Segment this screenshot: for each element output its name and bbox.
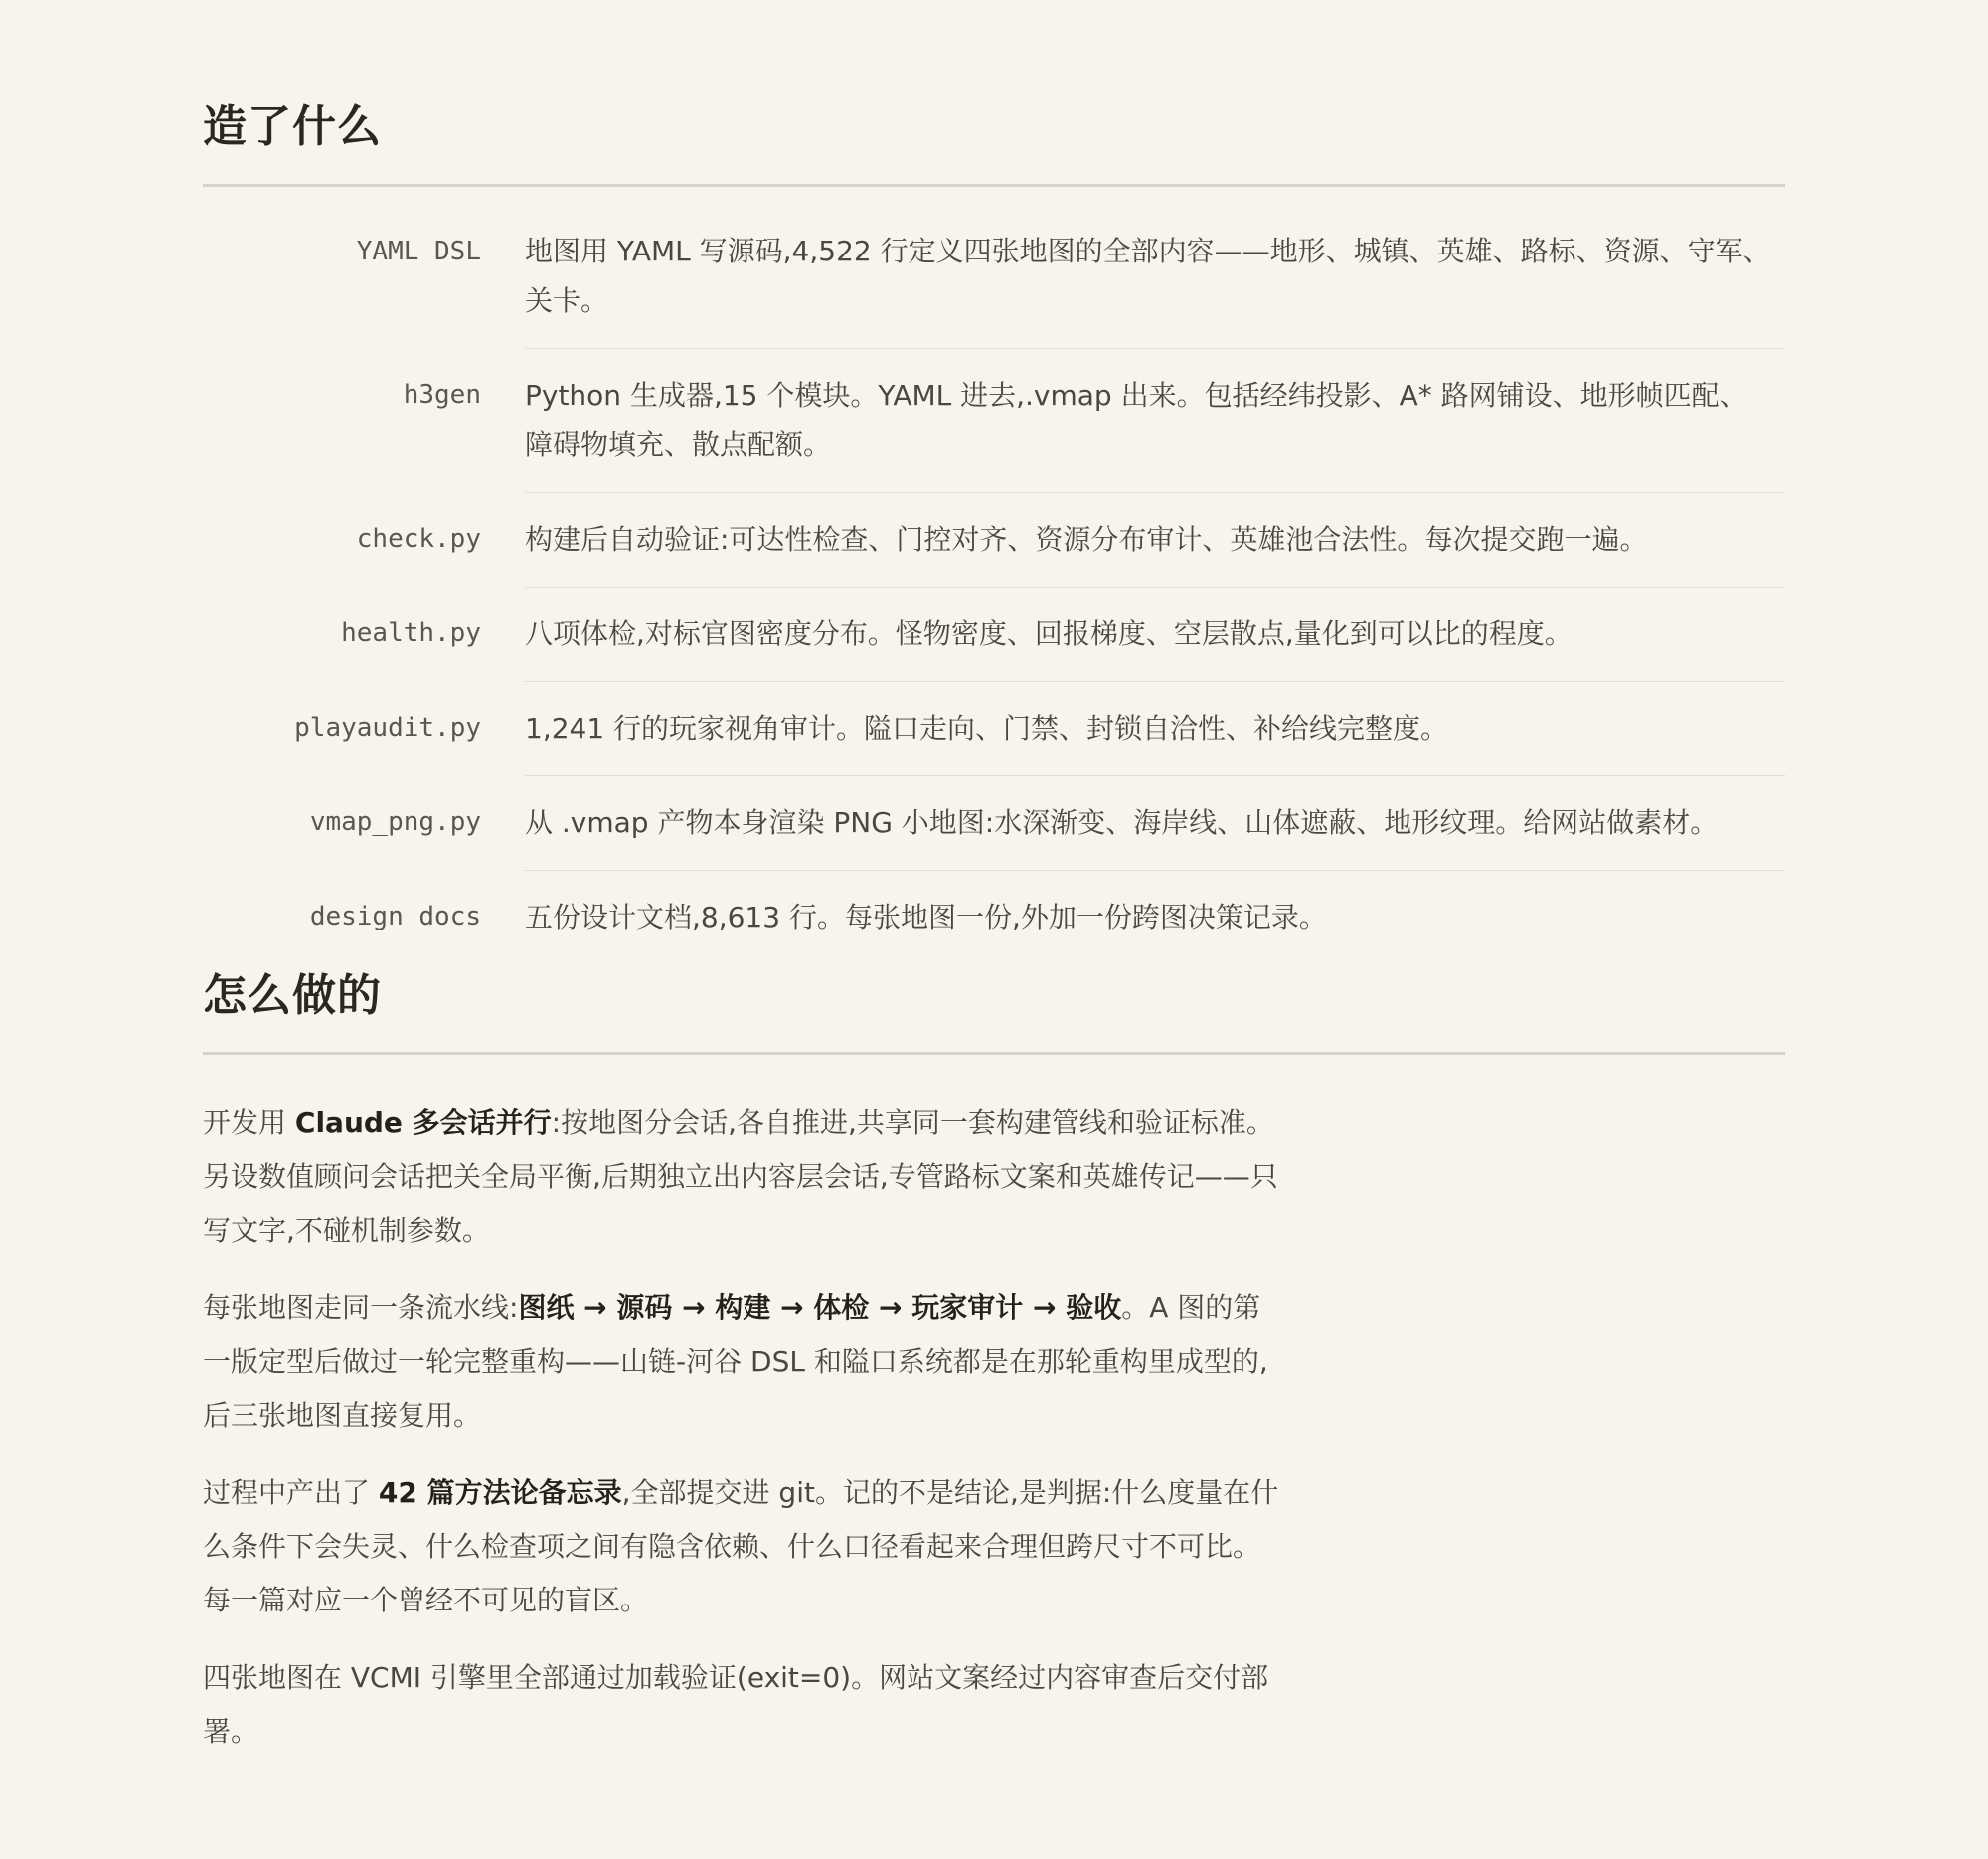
emphasis-text: 42 篇方法论备忘录 [378,1476,622,1509]
tool-row-health-py [203,587,1785,681]
paragraph-text: 。A 图的第一版定型后做过一轮完整重构——山链-河谷 DSL 和隘口系统都是在那轮重构里成型的,后三张地图直接复用。 [203,1291,1268,1432]
tool-name: check.py [356,524,481,554]
tool-name: playaudit.py [294,713,481,743]
paragraph-memos [203,1466,1286,1627]
tool-description: 五份设计文档,8,613 行。每张地图一份,外加一份跨图决策记录。 [525,901,1327,933]
tool-row-yaml-dsl [203,205,1785,348]
section-title-built: 造了什么 [203,101,382,152]
tool-description: 八项体检,对标官图密度分布。怪物密度、回报梯度、空层散点,量化到可以比的程度。 [525,617,1573,650]
tool-description: 从 .vmap 产物本身渲染 PNG 小地图:水深渐变、海岸线、山体遮蔽、地形纹理。给网站做素材。 [525,806,1719,839]
tool-name: vmap_png.py [309,807,481,837]
tool-row-check-py [203,492,1785,587]
tool-description: 构建后自动验证:可达性检查、门控对齐、资源分布审计、英雄池合法性。每次提交跑一遍。 [525,523,1648,556]
tool-description: Python 生成器,15 个模块。YAML 进去,.vmap 出来。包括经纬投影、A* 路网铺设、地形帧匹配、障碍物填充、散点配额。 [525,379,1747,461]
paragraph-text: :按地图分会话,各自推进,共享同一套构建管线和验证标准。另设数值顾问会话把关全局平衡,后期独立出内容层会话,专管路标文案和英雄传记——只写文字,不碰机制参数。 [203,1106,1278,1247]
paragraph-text: ,全部提交进 git。记的不是结论,是判据:什么度量在什么条件下会失灵、什么检查项之间有隐含依赖、什么口径看起来合理但跨尺寸不可比。每一篇对应一个曾经不可见的盲区。 [203,1476,1279,1616]
paragraph-text: 每张地图走同一条流水线: [203,1291,519,1324]
paragraph-pipeline [203,1281,1286,1442]
tool-row-design-docs [203,870,1785,964]
tool-name: health.py [341,618,481,648]
tool-description: 地图用 YAML 写源码,4,522 行定义四张地图的全部内容——地形、城镇、英雄、路标、资源、守军、关卡。 [525,235,1771,317]
tool-description: 1,241 行的玩家视角审计。隘口走向、门禁、封锁自洽性、补给线完整度。 [525,712,1449,745]
emphasis-text: Claude 多会话并行 [294,1106,552,1139]
section-divider-how [203,1052,1785,1055]
paragraph-text: 开发用 [203,1106,295,1139]
paragraph-verification: 四张地图在 VCMI 引擎里全部通过加载验证(exit=0)。网站文案经过内容审查后交付部署。 [203,1661,1269,1748]
emphasis-text: 图纸 → 源码 → 构建 → 体检 → 玩家审计 → 验收 [518,1291,1122,1324]
tool-row-vmap-png-py [203,775,1785,870]
tool-name: YAML DSL [356,237,481,266]
paragraph-parallel-sessions [203,1097,1286,1258]
tool-table [203,205,1785,964]
tool-name: h3gen [403,380,481,410]
tool-row-playaudit-py [203,681,1785,775]
tool-name: design docs [309,902,481,931]
section-title-how: 怎么做的 [203,970,382,1021]
section-divider-built [203,184,1785,187]
tool-row-h3gen [203,348,1785,492]
paragraph-text: 过程中产出了 [203,1476,379,1509]
process-prose [203,1097,1286,1782]
